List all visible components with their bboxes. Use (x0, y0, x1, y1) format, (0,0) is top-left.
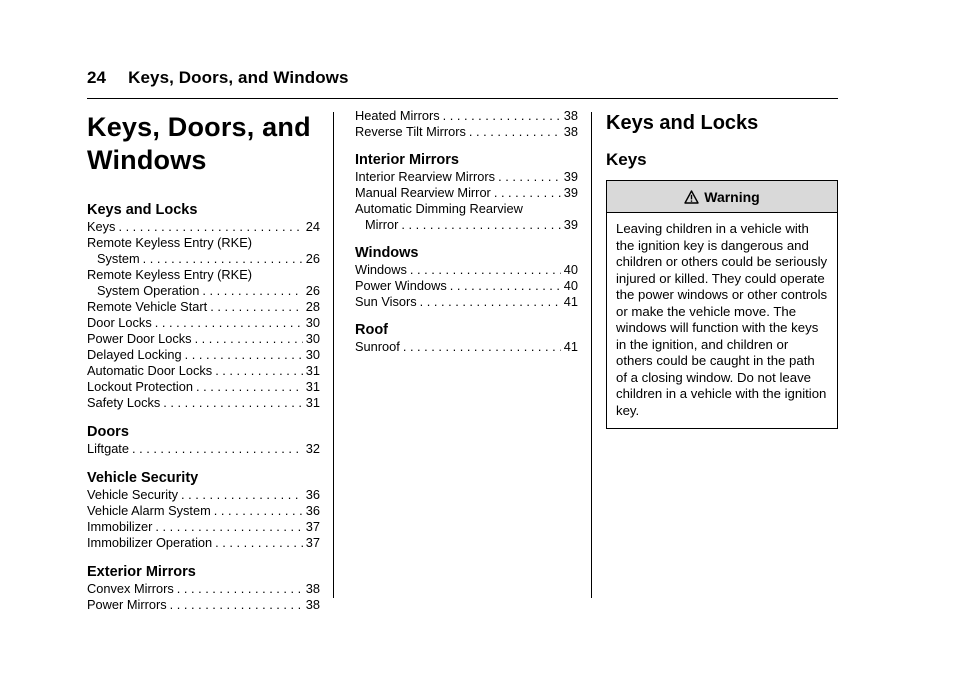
toc-entry-title: Mirror (365, 217, 399, 232)
chapter-title-line-1: Keys, Doors, and (87, 112, 311, 142)
toc-section-interior-mirrors (355, 151, 578, 233)
toc-entry-title: Manual Rearview Mirror (355, 185, 491, 200)
toc-entry-page: 38 (305, 597, 320, 612)
toc-entry-line-1[interactable] (87, 267, 320, 283)
toc-list (355, 169, 578, 233)
toc-section-windows (355, 244, 578, 310)
toc-entry-title: Convex Mirrors (87, 581, 174, 596)
toc-entry[interactable] (87, 363, 320, 379)
dot-leader (118, 219, 302, 235)
dot-leader (195, 331, 303, 347)
toc-entry-title: Power Door Locks (87, 331, 192, 346)
toc-entry[interactable] (355, 185, 578, 201)
dot-leader (155, 315, 303, 331)
toc-heading: Vehicle Security (87, 470, 199, 486)
dot-leader (196, 379, 303, 395)
toc-entry-page: 26 (305, 251, 320, 266)
toc-entry-page: 31 (305, 379, 320, 394)
toc-entry-page: 36 (305, 503, 320, 518)
toc-entry-page: 30 (305, 347, 320, 362)
toc-entry-line-1[interactable] (355, 201, 578, 217)
toc-entry-page: 41 (563, 294, 578, 309)
warning-label: Warning (704, 188, 760, 205)
dot-leader (215, 363, 303, 379)
toc-entry-page: 40 (563, 262, 578, 277)
toc-entry-title: Safety Locks (87, 395, 161, 410)
running-title: Keys, Doors, and Windows (128, 68, 349, 87)
dot-leader (210, 299, 303, 315)
toc-entry[interactable] (87, 219, 320, 235)
dot-leader (420, 294, 561, 310)
toc-entry-page: 37 (305, 519, 320, 534)
toc-entry-page: 31 (305, 363, 320, 378)
toc-entry-line-1[interactable] (87, 235, 320, 251)
toc-entry-title: Power Windows (355, 278, 447, 293)
toc-entry-title: Sun Visors (355, 294, 417, 309)
warning-text: Leaving children in a vehicle with the ignition key is dangerous and children or others could be seriously injured or killed. They could operate the power windows or other controls or make the vehicle move. The windows will function with the keys in the ignition, and children or others could be caught in the path of a closing window. Do not leave children in a vehicle with the ignition key. (616, 221, 828, 418)
chapter-title (87, 111, 320, 177)
toc-entry-page: 39 (563, 169, 578, 184)
toc-entry[interactable] (87, 503, 320, 519)
toc-list (87, 441, 320, 457)
dot-leader (181, 487, 303, 503)
toc-entry-title: System (97, 251, 140, 266)
dot-leader (469, 124, 561, 140)
toc-entry[interactable] (355, 108, 578, 124)
toc-entry[interactable] (87, 331, 320, 347)
content-column (606, 108, 838, 429)
toc-entry[interactable] (355, 124, 578, 140)
toc-entry-page: 26 (305, 283, 320, 298)
toc-section-keys-and-locks (87, 201, 320, 411)
toc-list-continued (355, 108, 578, 140)
toc-entry[interactable] (87, 299, 320, 315)
toc-entry[interactable] (355, 169, 578, 185)
toc-entry[interactable] (87, 283, 320, 299)
toc-heading: Exterior Mirrors (87, 564, 196, 580)
toc-entry-title: Remote Keyless Entry (RKE) (87, 235, 252, 250)
toc-entry-page: 38 (563, 108, 578, 123)
toc-entry[interactable] (87, 315, 320, 331)
toc-entry[interactable] (87, 581, 320, 597)
toc-entry-page: 31 (305, 395, 320, 410)
toc-entry-title: Remote Vehicle Start (87, 299, 208, 314)
dot-leader (202, 283, 302, 299)
dot-leader (163, 395, 303, 411)
dot-leader (170, 597, 303, 613)
page-number: 24 (87, 68, 107, 87)
toc-entry-title: Automatic Dimming Rearview (355, 201, 523, 216)
toc-list (87, 487, 320, 551)
toc-entry[interactable] (355, 217, 578, 233)
dot-leader (155, 519, 302, 535)
toc-entry[interactable] (87, 395, 320, 411)
toc-entry[interactable] (87, 347, 320, 363)
toc-entry-page: 28 (305, 299, 320, 314)
toc-entry-title: Immobilizer Operation (87, 535, 213, 550)
dot-leader (401, 217, 560, 233)
toc-entry[interactable] (87, 251, 320, 267)
dot-leader (450, 278, 561, 294)
toc-entry[interactable] (87, 519, 320, 535)
toc-section-vehicle-security (87, 469, 320, 551)
toc-entry-page: 38 (305, 581, 320, 596)
toc-entry-title: Remote Keyless Entry (RKE) (87, 267, 252, 282)
toc-entry-title: Immobilizer (87, 519, 153, 534)
toc-heading: Windows (355, 245, 419, 261)
toc-entry[interactable] (355, 339, 578, 355)
subsection-title: Keys (606, 150, 647, 169)
column-divider (591, 112, 592, 598)
toc-entry-title: Power Mirrors (87, 597, 167, 612)
toc-entry[interactable] (87, 597, 320, 613)
toc-column-1 (87, 108, 320, 613)
toc-entry[interactable] (87, 535, 320, 551)
warning-box (606, 180, 838, 429)
dot-leader (143, 251, 303, 267)
toc-entry[interactable] (87, 379, 320, 395)
toc-entry-title: Reverse Tilt Mirrors (355, 124, 466, 139)
column-divider (333, 112, 334, 598)
toc-entry[interactable] (87, 441, 320, 457)
toc-entry-page: 39 (563, 185, 578, 200)
toc-entry-title: Sunroof (355, 339, 400, 354)
toc-entry-page: 24 (305, 219, 320, 234)
toc-entry-page: 32 (305, 441, 320, 456)
warning-triangle-icon (684, 190, 699, 204)
toc-entry-page: 37 (305, 535, 320, 550)
toc-entry-title: Keys (87, 219, 116, 234)
toc-heading: Doors (87, 424, 129, 440)
dot-leader (214, 503, 303, 519)
toc-entry-page: 41 (563, 339, 578, 354)
toc-entry-title: Interior Rearview Mirrors (355, 169, 496, 184)
toc-entry-title: Vehicle Security (87, 487, 179, 502)
toc-section-doors (87, 423, 320, 457)
toc-entry[interactable] (87, 487, 320, 503)
toc-entry-page: 39 (563, 217, 578, 232)
toc-entry[interactable] (355, 262, 578, 278)
section-title: Keys and Locks (606, 112, 759, 134)
toc-entry-title: Liftgate (87, 441, 129, 456)
warning-header (607, 181, 837, 213)
toc-entry[interactable] (355, 278, 578, 294)
toc-heading: Roof (355, 322, 389, 338)
toc-entry-title: Door Locks (87, 315, 152, 330)
toc-entry-title: System Operation (97, 283, 200, 298)
dot-leader (498, 169, 561, 185)
toc-entry-title: Vehicle Alarm System (87, 503, 211, 518)
dot-leader (403, 339, 561, 355)
dot-leader (443, 108, 561, 124)
toc-entry-title: Heated Mirrors (355, 108, 440, 123)
toc-list (355, 262, 578, 310)
dot-leader (410, 262, 561, 278)
running-header (87, 68, 838, 99)
toc-entry-title: Lockout Protection (87, 379, 193, 394)
toc-entry[interactable] (355, 294, 578, 310)
dot-leader (185, 347, 303, 363)
toc-entry-title: Delayed Locking (87, 347, 182, 362)
toc-heading: Interior Mirrors (355, 152, 459, 168)
toc-entry-page: 30 (305, 315, 320, 330)
toc-list (87, 219, 320, 411)
toc-column-2 (355, 108, 578, 355)
toc-entry-title: Automatic Door Locks (87, 363, 213, 378)
toc-list (355, 339, 578, 355)
toc-entry-page: 40 (563, 278, 578, 293)
dot-leader (177, 581, 303, 597)
toc-entry-page: 38 (563, 124, 578, 139)
toc-entry-page: 30 (305, 331, 320, 346)
chapter-title-line-2: Windows (87, 145, 207, 175)
dot-leader (494, 185, 561, 201)
toc-heading: Keys and Locks (87, 202, 198, 218)
toc-section-roof (355, 321, 578, 355)
toc-section-exterior-mirrors (87, 563, 320, 613)
dot-leader (132, 441, 303, 457)
toc-entry-title: Windows (355, 262, 407, 277)
toc-list (87, 581, 320, 613)
dot-leader (215, 535, 303, 551)
toc-entry-page: 36 (305, 487, 320, 502)
